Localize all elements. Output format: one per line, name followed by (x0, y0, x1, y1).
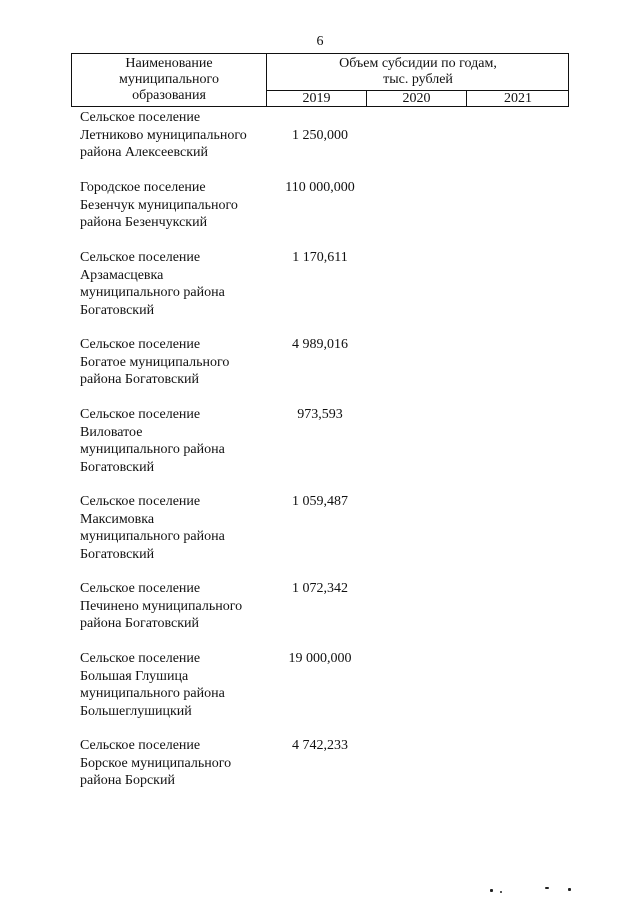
row-municipality: Сельское поселение Максимовка муниципального района Богатовский (80, 494, 225, 562)
row-value-2019: 1 170,611 (292, 250, 348, 265)
row-municipality: Сельское поселение Летниково муниципального района Алексеевский (80, 110, 247, 160)
header-year-2021: 2021 (504, 91, 532, 106)
header-year-2020: 2020 (367, 91, 467, 107)
row-value-2019: 4 742,233 (292, 738, 348, 753)
scan-specks (490, 884, 580, 896)
header-municipality-name: Наименование муниципального образования (72, 54, 267, 107)
header-year-2019: 2019 (267, 91, 367, 107)
row-municipality: Сельское поселение Печинено муниципального района Богатовский (80, 581, 243, 631)
scan-speck (545, 887, 549, 889)
scan-speck (568, 888, 571, 891)
row-municipality: Городское поселение Безенчук муниципального района Безенчукский (80, 180, 238, 230)
row-municipality: Сельское поселение Богатое муниципального района Богатовский (80, 337, 230, 387)
row-municipality: Сельское поселение Большая Глушица муниципального района Большеглушицкий (80, 651, 225, 719)
header-subsidy-by-year: Объем субсидии по годам, тыс. рублей (339, 56, 497, 87)
row-value-2019: 1 250,000 (292, 128, 348, 143)
scan-speck (500, 891, 502, 893)
row-value-2019: 4 989,016 (292, 337, 348, 352)
row-value-2019: 1 072,342 (292, 581, 348, 596)
table-header (71, 53, 569, 107)
row-value-2019: 973,593 (297, 407, 343, 422)
row-municipality: Сельское поселение Арзамасцевка муниципального района Богатовский (80, 250, 225, 318)
row-value-2019: 1 059,487 (292, 494, 348, 509)
row-value-2019: 110 000,000 (285, 180, 355, 195)
row-municipality: Сельское поселение Виловатое муниципального района Богатовский (80, 407, 225, 475)
row-municipality: Сельское поселение Борское муниципального района Борский (80, 738, 232, 788)
scan-speck (490, 889, 493, 892)
row-value-2019: 19 000,000 (288, 651, 352, 666)
page-number: 6 (316, 34, 324, 49)
header-years-row (267, 90, 569, 107)
